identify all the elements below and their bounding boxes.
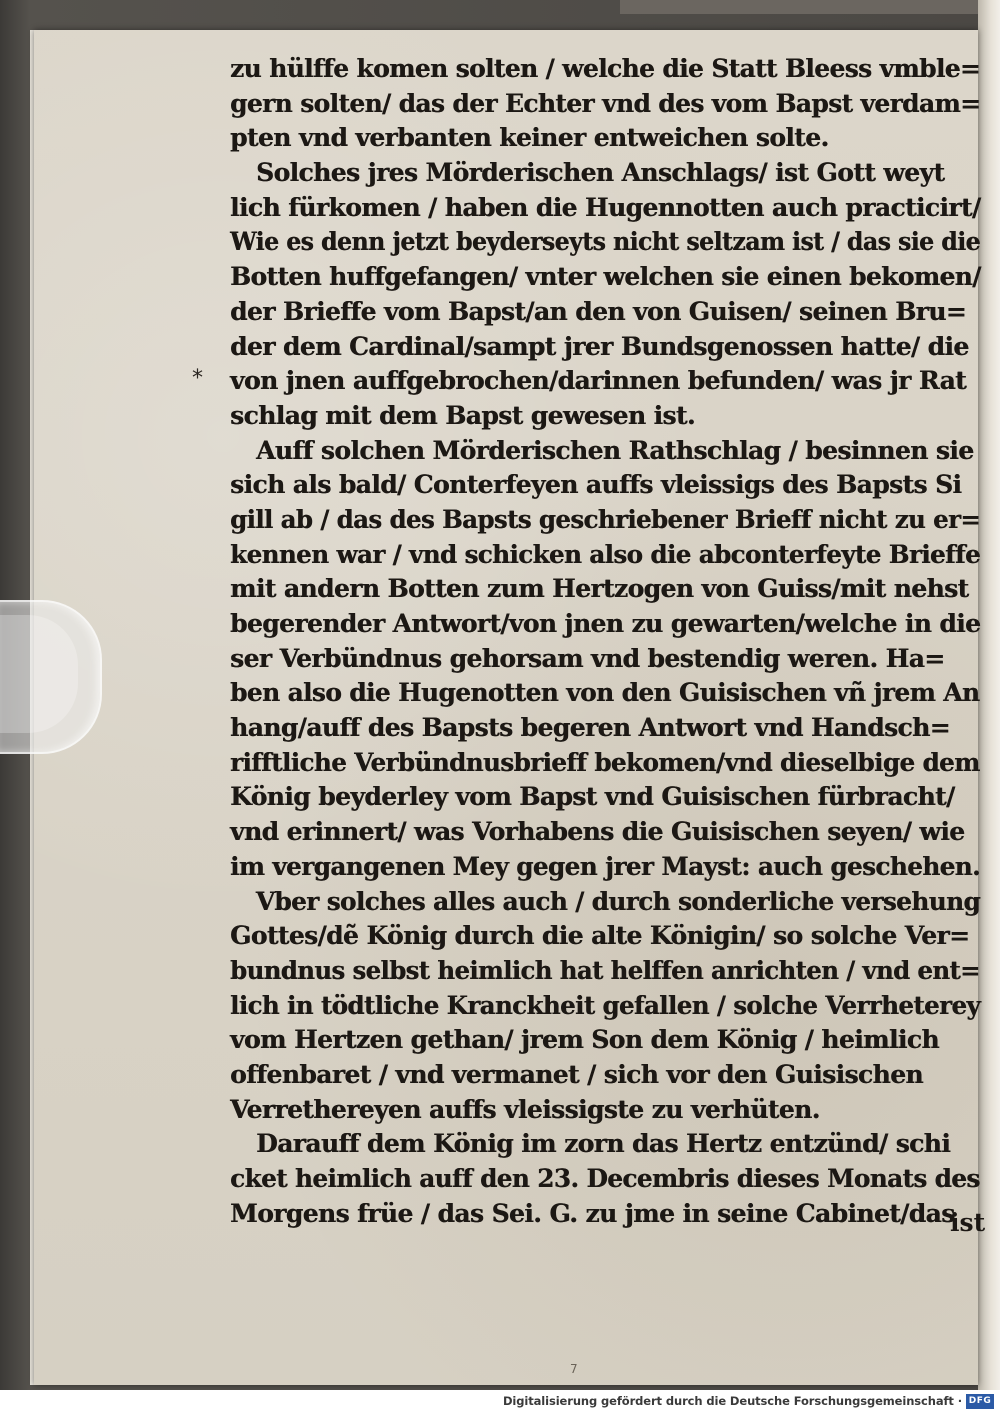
text-line: Solches jres Mörderischen Anschlags/ ist Gott weyt — [256, 158, 945, 188]
text-line: gern solten/ das der Echter vnd des vom Bapst verdam= — [230, 88, 981, 118]
text-line: Gottes/dẽ König durch die alte Königin/ so solche Ver= — [230, 921, 970, 951]
footer-bar — [0, 1390, 1000, 1413]
text-line: Auff solchen Mörderischen Rathschlag / besinnen sie — [256, 435, 974, 465]
text-line: sich als bald/ Conterfeyen auffs vleissigs des Bapsts Si — [230, 470, 962, 500]
text-line: Darauff dem König im zorn das Hertz entzünd/ schi — [256, 1129, 951, 1159]
text-line: der dem Cardinal/sampt jrer Bundsgenossen hatte/ die — [230, 331, 969, 361]
text-line: gill ab / das des Bapsts geschriebener Brieff nicht zu er= — [230, 504, 981, 534]
footer-credit-text: Digitalisierung gefördert durch die Deutsche Forschungsgemeinschaft · — [502, 1394, 962, 1408]
text-line: Vber solches alles auch / durch sonderliche versehung — [255, 886, 981, 916]
text-line: pten vnd verbanten keiner entweichen solte. — [230, 123, 829, 153]
text-line: hang/auff des Bapsts begeren Antwort vnd Handsch= — [230, 713, 950, 743]
text-line: rifftliche Verbündnusbrieff bekomen/vnd dieselbige dem — [230, 747, 980, 777]
text-line: von jnen auffgebrochen/darinnen befunden/ was jr Rat — [230, 366, 966, 396]
text-line: offenbaret / vnd vermanet / sich vor den Guisischen — [230, 1059, 923, 1089]
text-line: Verrethereyen auffs vleissigste zu verhüten. — [230, 1094, 820, 1124]
text-line: zu hülffe komen solten / welche die Statt Bleess vmble= — [230, 54, 981, 83]
text-line: schlag mit dem Bapst gewesen ist. — [230, 400, 695, 430]
text-line: Morgens früe / das Sei. G. zu jme in seine Cabinet/das — [230, 1198, 955, 1228]
scan-top-strip — [620, 0, 1000, 14]
page-mark: 7 — [570, 1362, 578, 1376]
text-line: lich in tödtliche Kranckheit gefallen / solche Verrheterey — [230, 990, 980, 1020]
text-line: ben also die Hugenotten von den Guisischen vñ jrem An — [230, 678, 980, 708]
text-line: Botten huffgefangen/ vnter welchen sie einen bekomen/ — [230, 262, 981, 292]
catchword: ist — [950, 1208, 986, 1237]
text-line: vom Hertzen gethan/ jrem Son dem König / heimlich — [230, 1025, 939, 1055]
text-line: begerender Antwort/von jnen zu gewarten/welche in die — [230, 609, 981, 638]
text-line: König beyderley vom Bapst vnd Guisischen fürbracht/ — [230, 782, 955, 812]
text-line: im vergangenen Mey gegen jrer Mayst: auch geschehen. — [230, 851, 981, 881]
text-line: ser Verbündnus gehorsam vnd bestendig weren. Ha= — [230, 643, 945, 673]
text-line: mit andern Botten zum Hertzogen von Guiss/mit nehst — [230, 574, 969, 604]
text-line: vnd erinnert/ was Vorhabens die Guisischen seyen/ wie — [230, 817, 965, 847]
body-text — [230, 52, 992, 1231]
text-line: lich fürkomen / haben die Hugennotten auch practicirt/ — [230, 192, 981, 222]
text-line: Wie es denn jetzt beyderseyts nicht seltzam ist / das sie die — [230, 227, 980, 257]
text-line: kennen war / vnd schicken also die abconterfeyte Brieffe — [230, 539, 980, 569]
dfg-logo-icon: DFG — [966, 1394, 994, 1409]
text-line: der Brieffe vom Bapst/an den von Guisen/ seinen Bru= — [230, 296, 967, 326]
text-line: bundnus selbst heimlich hat helffen anrichten / vnd ent= — [230, 955, 980, 985]
text-line: cket heimlich auff den 23. Decembris dieses Monats des — [230, 1164, 980, 1193]
marginal-asterisk: * — [192, 366, 203, 391]
